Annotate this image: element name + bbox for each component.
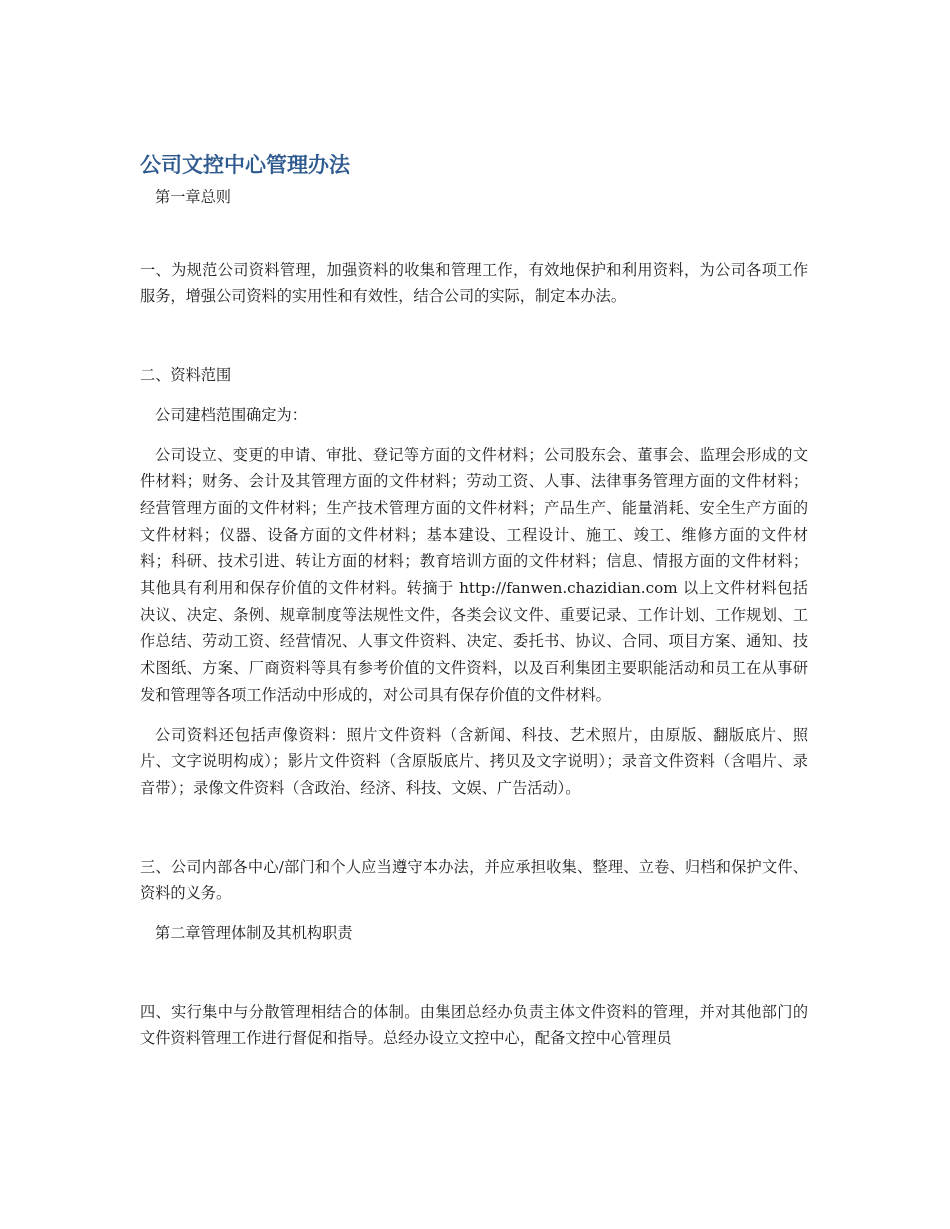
archive-scope-intro: 公司建档范围确定为： [155, 405, 307, 424]
document-title: 公司文控中心管理办法 [140, 153, 350, 177]
audio-visual-paragraph: 公司资料还包括声像资料：照片文件资料（含新闻、科技、艺术照片，由原版、翻版底片、照片、文字说明构成）；影片文件资料（含原版底片、拷贝及文字说明）；录音文件资料（含唱片、录音带）；录像文件资料（含政治、经济、科技、文娱、广告活动）。 [140, 725, 808, 797]
chapter-2-heading: 第二章管理体制及其机构职责 [155, 924, 353, 943]
chapter-1-heading: 第一章总则 [155, 188, 231, 206]
archive-scope-paragraph: 公司设立、变更的申请、审批、登记等方面的文件材料；公司股东会、董事会、监理会形成的文件材料；财务、会计及其管理方面的文件材料；劳动工资、人事、法律事务管理方面的文件材料；经营管理方面的文件材料；生产技术管理方面的文件材料；产品生产、能量消耗、安全生产方面的文件材料；仪器、设备方面的文件材料；基本建设、工程设计、施工、竣工、维修方面的文件材料；科研、技术引进、转让方面的材料；教育培训方面的文件材料；信息、情报方面的文件材料；其他具有利用和保存价值的文件材料。转摘于 http://fanwen.chazidian.com 以上文件材料包括决议、决定、条例、规章制度等法规性文件，各类会议文件、重要记录、工作计划、工作规划、工作总结、劳动工资、经营情况、人事文件资料、决定、委托书、协议、合同、项目方案、通知、技术图纸、方案、厂商资料等具有参考价值的文件资料，以及百利集团主要职能活动和员工在从事研发和管理等各项工作活动中形成的，对公司具有保存价值的文件材料。 [140, 445, 808, 704]
article-1-paragraph: 一、为规范公司资料管理，加强资料的收集和管理工作，有效地保护和利用资料，为公司各项工作服务，增强公司资料的实用性和有效性，结合公司的实际，制定本办法。 [140, 260, 808, 306]
document-page [140, 148, 808, 1052]
article-3-paragraph: 三、公司内部各中心/部门和个人应当遵守本办法，并应承担收集、整理、立卷、归档和保护文件、资料的义务。 [140, 857, 808, 903]
article-2-heading: 二、资料范围 [140, 366, 232, 385]
article-4-paragraph: 四、实行集中与分散管理相结合的体制。由集团总经办负责主体文件资料的管理，并对其他部门的文件资料管理工作进行督促和指导。总经办设立文控中心，配备文控中心管理员 [140, 1002, 808, 1048]
